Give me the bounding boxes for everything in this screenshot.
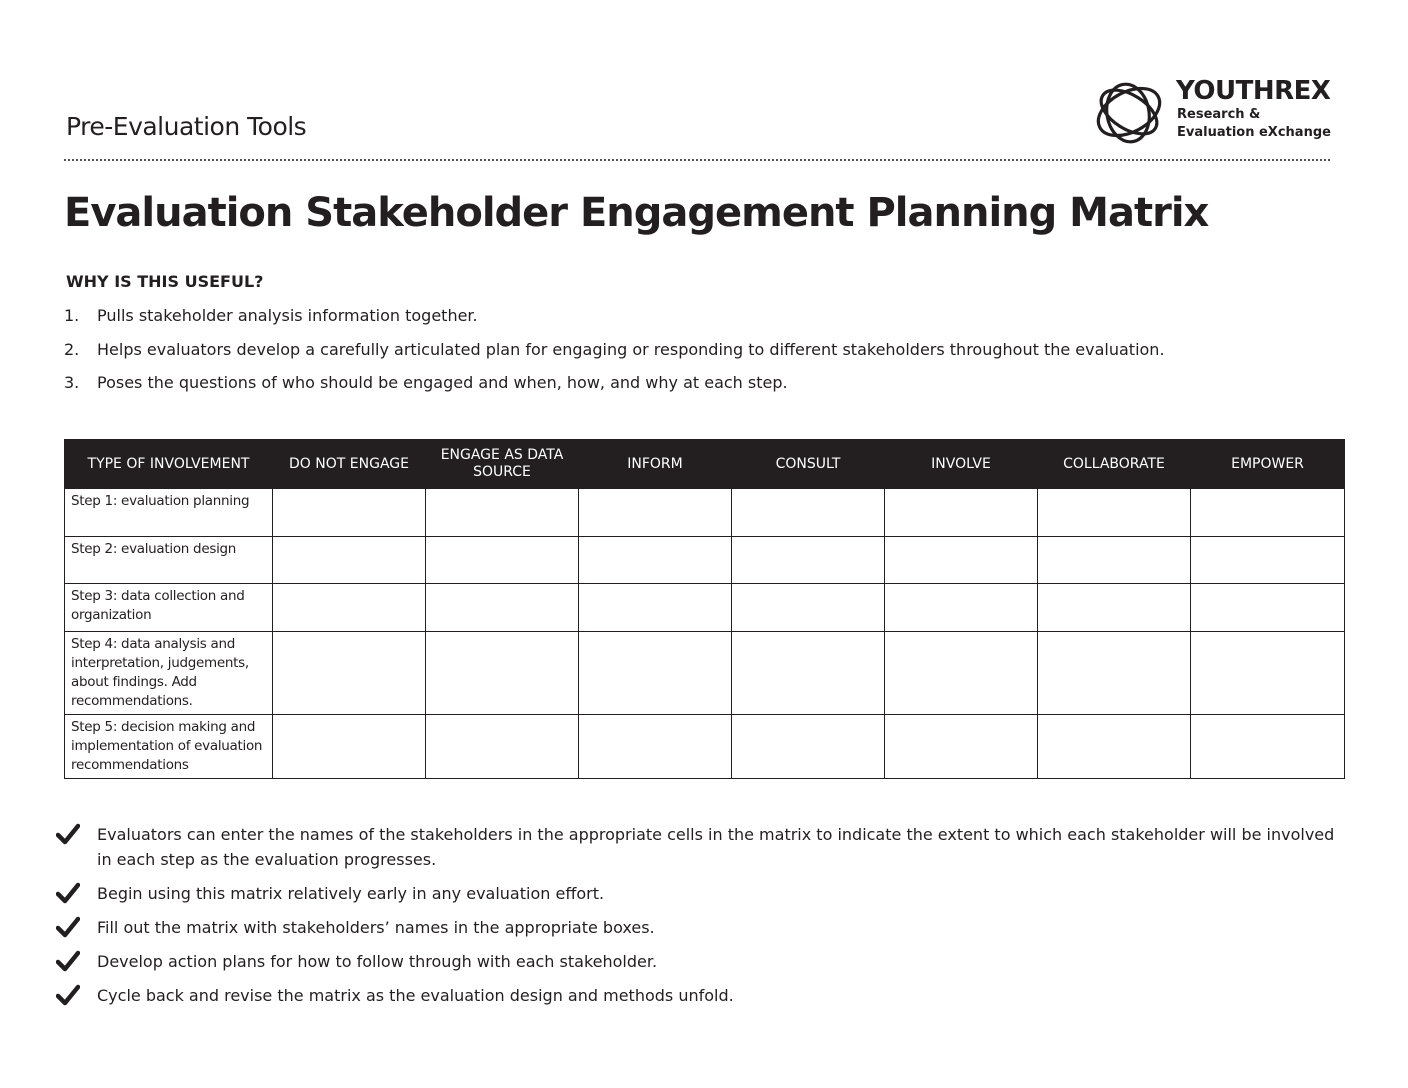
matrix-cell[interactable] bbox=[1191, 632, 1345, 715]
matrix-header-row bbox=[65, 440, 1345, 489]
column-header: INVOLVE bbox=[885, 440, 1038, 489]
matrix-cell[interactable] bbox=[1038, 537, 1191, 584]
matrix-cell[interactable] bbox=[1191, 537, 1345, 584]
matrix-cell[interactable] bbox=[273, 584, 426, 632]
matrix-cell[interactable] bbox=[273, 489, 426, 537]
matrix-cell[interactable] bbox=[885, 489, 1038, 537]
list-item bbox=[56, 949, 1346, 974]
matrix-cell[interactable] bbox=[273, 537, 426, 584]
matrix-cell[interactable] bbox=[732, 489, 885, 537]
matrix-cell[interactable] bbox=[579, 537, 732, 584]
table-row bbox=[65, 715, 1345, 779]
why-item-text: Pulls stakeholder analysis information together. bbox=[97, 306, 478, 325]
why-item-number: 3. bbox=[64, 373, 80, 392]
matrix-cell[interactable] bbox=[885, 632, 1038, 715]
logo-name: YOUTHREX bbox=[1176, 76, 1331, 106]
matrix-cell[interactable] bbox=[579, 632, 732, 715]
tips-list bbox=[56, 822, 1346, 1017]
list-item bbox=[56, 983, 1346, 1008]
matrix-cell[interactable] bbox=[426, 537, 579, 584]
column-header: INFORM bbox=[579, 440, 732, 489]
matrix-cell[interactable] bbox=[1191, 715, 1345, 779]
list-item bbox=[56, 915, 1346, 940]
matrix-cell[interactable] bbox=[1038, 715, 1191, 779]
matrix-cell[interactable] bbox=[579, 584, 732, 632]
matrix-cell[interactable] bbox=[426, 489, 579, 537]
matrix-cell[interactable] bbox=[885, 584, 1038, 632]
checkmark-icon bbox=[56, 984, 80, 1006]
matrix-cell[interactable] bbox=[885, 537, 1038, 584]
list-item bbox=[56, 822, 1346, 872]
matrix-cell[interactable] bbox=[273, 715, 426, 779]
table-row bbox=[65, 584, 1345, 632]
column-header: DO NOT ENGAGE bbox=[273, 440, 426, 489]
column-header: COLLABORATE bbox=[1038, 440, 1191, 489]
checkmark-icon bbox=[56, 916, 80, 938]
page-title: Evaluation Stakeholder Engagement Planning Matrix bbox=[64, 190, 1209, 236]
matrix-cell[interactable] bbox=[273, 632, 426, 715]
column-header: CONSULT bbox=[732, 440, 885, 489]
why-item-number: 2. bbox=[64, 339, 80, 359]
logo-subtitle-line1: Research & bbox=[1177, 107, 1261, 122]
why-heading: WHY IS THIS USEFUL? bbox=[66, 272, 264, 291]
matrix-cell[interactable] bbox=[426, 632, 579, 715]
matrix-cell[interactable] bbox=[885, 715, 1038, 779]
matrix-cell[interactable] bbox=[426, 715, 579, 779]
matrix-cell[interactable] bbox=[1038, 489, 1191, 537]
matrix-cell[interactable] bbox=[732, 584, 885, 632]
list-item bbox=[56, 881, 1346, 906]
table-row bbox=[65, 537, 1345, 584]
logo-subtitle-line2: Evaluation eXchange bbox=[1177, 125, 1331, 140]
matrix-cell[interactable] bbox=[732, 715, 885, 779]
column-header: ENGAGE AS DATA SOURCE bbox=[426, 440, 579, 489]
step-label: Step 3: data collection and organization bbox=[65, 584, 273, 632]
step-label: Step 5: decision making and implementation of evaluation recommendations bbox=[65, 715, 273, 779]
tip-text: Evaluators can enter the names of the stakeholders in the appropriate cells in the matrix to indicate the extent to which each stakeholder will be involved in each step as the evaluation progresses. bbox=[97, 825, 1335, 869]
column-header: TYPE OF INVOLVEMENT bbox=[65, 440, 273, 489]
tip-text: Develop action plans for how to follow through with each stakeholder. bbox=[97, 952, 658, 971]
table-row bbox=[65, 632, 1345, 715]
matrix-cell[interactable] bbox=[579, 489, 732, 537]
header-divider bbox=[64, 159, 1330, 161]
table-row bbox=[65, 489, 1345, 537]
why-item-number: 1. bbox=[64, 306, 80, 325]
step-label: Step 4: data analysis and interpretation, judgements, about findings. Add recommendations. bbox=[65, 632, 273, 715]
matrix-cell[interactable] bbox=[579, 715, 732, 779]
step-label: Step 2: evaluation design bbox=[65, 537, 273, 584]
tip-text: Fill out the matrix with stakeholders’ names in the appropriate boxes. bbox=[97, 918, 655, 937]
tip-text: Begin using this matrix relatively early in any evaluation effort. bbox=[97, 884, 605, 903]
tip-text: Cycle back and revise the matrix as the evaluation design and methods unfold. bbox=[97, 986, 734, 1005]
matrix-cell[interactable] bbox=[1191, 584, 1345, 632]
matrix-cell[interactable] bbox=[732, 537, 885, 584]
checkmark-icon bbox=[56, 882, 80, 904]
matrix-cell[interactable] bbox=[1191, 489, 1345, 537]
why-item-text: Poses the questions of who should be engaged and when, how, and why at each step. bbox=[97, 373, 788, 392]
matrix-cell[interactable] bbox=[1038, 584, 1191, 632]
youthrex-logo bbox=[1092, 76, 1332, 148]
step-label: Step 1: evaluation planning bbox=[65, 489, 273, 537]
engagement-matrix bbox=[64, 439, 1345, 779]
why-item-text: Helps evaluators develop a carefully articulated plan for engaging or responding to different stakeholders throughout the evaluation. bbox=[97, 339, 1165, 359]
checkmark-icon bbox=[56, 823, 80, 845]
column-header: EMPOWER bbox=[1191, 440, 1345, 489]
matrix-cell[interactable] bbox=[732, 632, 885, 715]
checkmark-icon bbox=[56, 950, 80, 972]
matrix-cell[interactable] bbox=[426, 584, 579, 632]
orbit-logo-icon bbox=[1092, 76, 1166, 148]
section-label: Pre-Evaluation Tools bbox=[66, 112, 307, 141]
matrix-cell[interactable] bbox=[1038, 632, 1191, 715]
